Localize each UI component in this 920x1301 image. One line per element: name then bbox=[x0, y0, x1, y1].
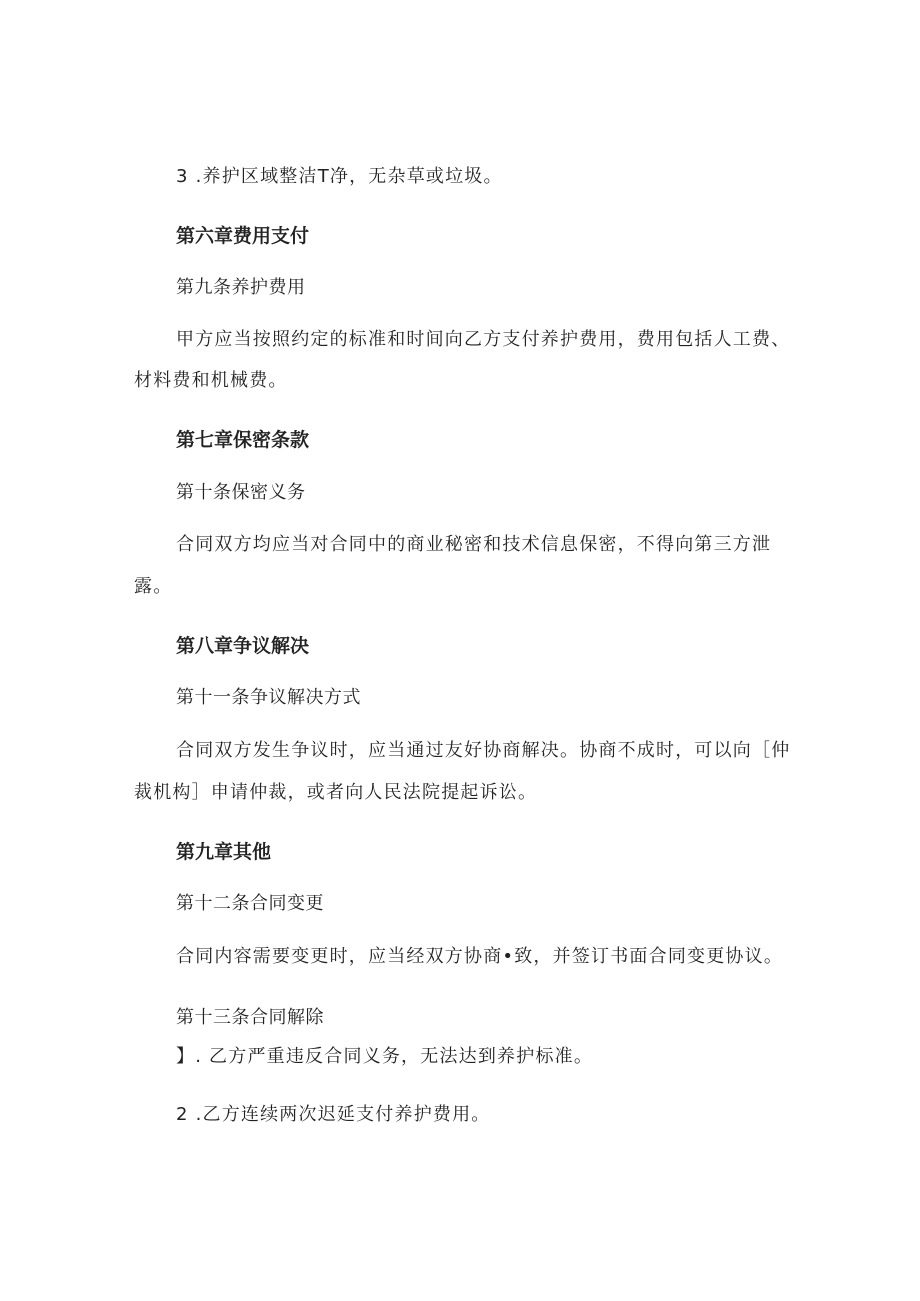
article-9-text-line1: 甲方应当按照约定的标准和时间向乙方支付养护费用，费用包括人工费、 bbox=[176, 329, 791, 350]
article-12-text: 合同内容需要变更时，应当经双方协商•致，并签订书面合同变更协议。 bbox=[176, 946, 784, 967]
article-10-title: 第十条保密义务 bbox=[176, 482, 306, 503]
article-10-text-line1: 合同双方均应当对合同中的商业秘密和技术信息保密，不得向第三方泄 bbox=[176, 534, 772, 555]
chapter-7-title: 第七章保密条款 bbox=[176, 429, 310, 451]
article-13-title: 第十三条合同解除 bbox=[176, 1007, 324, 1028]
article-9-text-line2: 材料费和机械费。 bbox=[134, 370, 288, 391]
article-13-item-1: 】. 乙方严重违反合同义务，无法达到养护标准。 bbox=[176, 1046, 594, 1067]
chapter-8-title: 第八章争议解决 bbox=[176, 635, 310, 657]
article-9-title: 第九条养护费用 bbox=[176, 277, 306, 298]
article-12-title: 第十二条合同变更 bbox=[176, 893, 324, 914]
article-13-item-2: 2 .乙方连续两次迟延支付养护费用。 bbox=[176, 1104, 491, 1125]
article-11-title: 第十一条争议解决方式 bbox=[176, 687, 361, 708]
chapter-6-title: 第六章费用支付 bbox=[176, 225, 310, 247]
article-11-text-line1: 合同双方发生争议时，应当通过友好协商解决。协商不成时，可以向［仲 bbox=[176, 740, 791, 761]
article-10-text-line2: 露。 bbox=[134, 576, 173, 597]
chapter-9-title: 第九章其他 bbox=[176, 841, 272, 863]
article-11-text-line2: 裁机构］申请仲裁，或者向人民法院提起诉讼。 bbox=[134, 782, 538, 803]
item-3-upkeep: 3 .养护区域整洁T净，无杂草或垃圾。 bbox=[176, 166, 503, 187]
